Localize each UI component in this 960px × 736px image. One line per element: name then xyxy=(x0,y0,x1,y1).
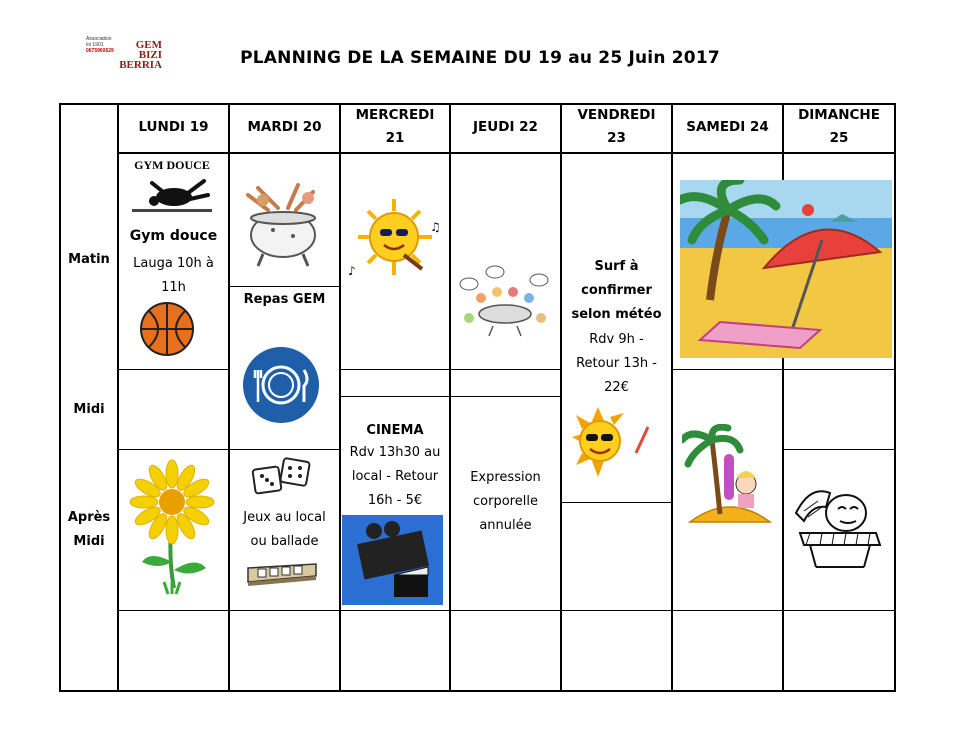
gym-detail-line2: 11h xyxy=(161,280,186,295)
header-mercredi-line2: 21 xyxy=(385,130,405,146)
row-label-midi: Midi xyxy=(73,402,105,417)
surf-line2: confirmer xyxy=(581,283,652,298)
header-jeudi-line1: JEUDI 22 xyxy=(473,119,538,135)
meeting-illustration xyxy=(455,262,555,340)
header-lundi-line1: LUNDI 19 xyxy=(138,119,209,135)
cinema-text xyxy=(341,441,449,513)
header-mercredi-line1: MERCREDI xyxy=(355,107,435,123)
row-label-apres-line1: Après xyxy=(67,510,111,525)
header-vendredi-line1: VENDREDI xyxy=(577,107,656,123)
sunbather-illustration xyxy=(790,463,886,581)
header-mardi-line1: MARDI 20 xyxy=(247,119,322,135)
cinema-title: CINEMA xyxy=(366,423,424,438)
logo-brand xyxy=(119,40,162,70)
gym-illustration xyxy=(122,158,222,216)
surf-line1: Surf à xyxy=(594,259,639,274)
logo-brand-1: GEM xyxy=(135,39,162,51)
gym-image-text: GYM DOUCE xyxy=(134,158,210,172)
word-tiles-illustration xyxy=(244,560,320,586)
surf-line3: selon météo xyxy=(571,307,662,322)
sun-sunglasses-illustration xyxy=(568,403,658,481)
expression-line2: corporelle xyxy=(473,494,538,509)
jeux-line2: ou ballade xyxy=(250,534,319,549)
header-jeudi xyxy=(451,116,560,139)
repas-title: Repas GEM xyxy=(243,292,326,307)
cinema-line1: Rdv 13h30 au xyxy=(349,445,441,460)
header-mardi xyxy=(230,116,339,139)
row-label-matin: Matin xyxy=(68,252,110,267)
gem-logo xyxy=(86,36,162,80)
surf-detail-line1: Rdv 9h - xyxy=(589,332,644,347)
surf-detail-line3: 22€ xyxy=(604,380,629,395)
beach-umbrella-illustration xyxy=(680,180,892,358)
cinema-film-icon xyxy=(342,515,443,605)
cinema-line2: local - Retour xyxy=(351,469,439,484)
surf-detail xyxy=(562,328,671,400)
svg-text:♫: ♫ xyxy=(430,220,441,234)
expression-text xyxy=(451,466,560,538)
cinema-line3: 16h - 5€ xyxy=(367,493,423,508)
expression-line3: annulée xyxy=(479,518,532,533)
basketball-icon xyxy=(139,301,195,357)
sunflower-illustration xyxy=(124,458,220,596)
sun-guitar-illustration xyxy=(346,195,442,281)
header-vendredi-line2: 23 xyxy=(607,130,626,146)
row-label-apres-line2: Midi xyxy=(73,534,105,549)
header-vendredi xyxy=(562,104,671,150)
surf-detail-line2: Retour 13h - xyxy=(576,356,657,371)
logo-brand-2: BIZI xyxy=(138,49,162,61)
jeux-text xyxy=(230,506,339,554)
header-dimanche xyxy=(784,104,894,150)
gym-detail-line1: Lauga 10h à xyxy=(133,256,214,271)
header-mercredi xyxy=(341,104,449,150)
gym-title: Gym douce xyxy=(129,228,218,244)
expression-line1: Expression xyxy=(470,470,541,485)
logo-line2: loi 1901 xyxy=(86,42,104,48)
header-dimanche-line2: 25 xyxy=(829,130,849,146)
cooking-pot-illustration xyxy=(238,180,328,270)
jeux-line1: Jeux au local xyxy=(243,510,326,525)
header-lundi xyxy=(119,116,228,139)
logo-brand-3: BERRIA xyxy=(119,59,162,71)
svg-text:♪: ♪ xyxy=(348,264,356,278)
header-dimanche-line1: DIMANCHE xyxy=(798,107,880,123)
gym-detail xyxy=(119,252,228,300)
dice-icon xyxy=(250,456,314,496)
gym-figure-icon xyxy=(122,173,222,213)
logo-line1: Association xyxy=(86,36,112,42)
plate-icon xyxy=(242,346,320,424)
surf-title xyxy=(562,255,671,327)
header-samedi xyxy=(673,116,782,139)
row-label-apres xyxy=(59,506,119,554)
header-samedi-line1: SAMEDI 24 xyxy=(686,119,769,135)
page-title: PLANNING DE LA SEMAINE DU 19 au 25 Juin 2017 xyxy=(240,48,720,68)
logo-phone: 0675960629 xyxy=(86,48,114,54)
palm-island-illustration xyxy=(682,424,778,532)
